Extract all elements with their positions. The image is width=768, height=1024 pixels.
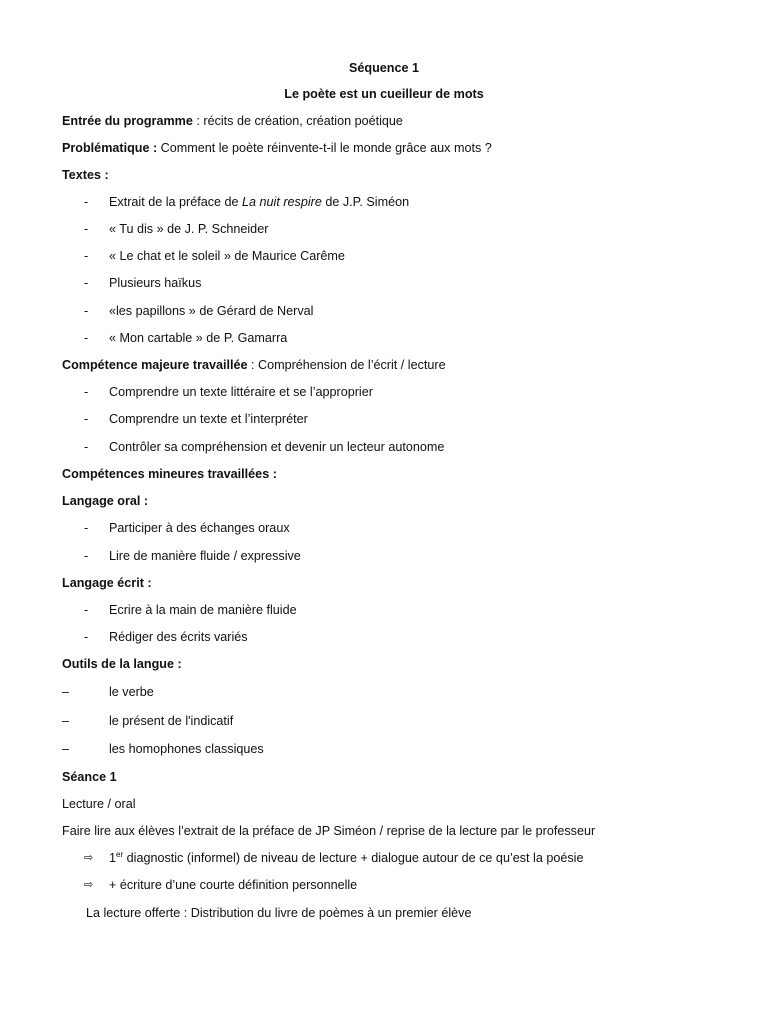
endash-bullet: –: [62, 742, 70, 756]
arrow-item-text: + écriture d’une courte définition personnelle: [109, 878, 358, 892]
entree-sep: :: [192, 114, 204, 128]
list-item-text: Rédiger des écrits variés: [109, 630, 248, 644]
list-item-text: les homophones classiques: [109, 742, 264, 756]
langage-ecrit-heading: Langage écrit :: [62, 576, 152, 590]
textes-heading: Textes :: [62, 168, 109, 182]
outils-heading: Outils de la langue :: [62, 657, 182, 671]
list-item-text: « Tu dis » de J. P. Schneider: [109, 222, 269, 236]
document-title: Séquence 1: [349, 61, 419, 75]
list-item-text: le présent de l'indicatif: [109, 714, 234, 728]
seance-type: Lecture / oral: [62, 797, 136, 811]
document-subtitle: Le poète est un cueilleur de mots: [284, 87, 484, 101]
dash-bullet: -: [84, 412, 89, 426]
arrow-right-icon: ⇨: [84, 879, 94, 891]
list-item-text: Participer à des échanges oraux: [109, 521, 290, 535]
competence-majeure-label: Compétence majeure travaillée: [62, 358, 248, 372]
list-item-text: Contrôler sa compréhension et devenir un lecteur autonome: [109, 440, 445, 454]
list-item-text: Comprendre un texte littéraire et se l’approprier: [109, 385, 373, 399]
list-item-text: Comprendre un texte et l’interpréter: [109, 412, 308, 426]
dash-bullet: -: [84, 304, 89, 318]
entree-label: Entrée du programme: [62, 114, 193, 128]
competences-mineures-heading: Compétences mineures travaillées :: [62, 467, 277, 481]
langage-oral-heading: Langage oral :: [62, 494, 149, 508]
arrow-right-icon: ⇨: [84, 852, 94, 864]
dash-bullet: -: [84, 195, 89, 209]
list-item-text: Ecrire à la main de manière fluide: [109, 603, 297, 617]
problematique: [62, 140, 492, 156]
problematique-label: Problématique :: [62, 141, 158, 155]
dash-bullet: -: [84, 276, 89, 290]
competence-majeure-sep: :: [247, 358, 258, 372]
seance-heading: Séance 1: [62, 770, 117, 784]
list-item-text: « Mon cartable » de P. Gamarra: [109, 331, 288, 345]
dash-bullet: -: [84, 331, 89, 345]
list-item-text: Extrait de la préface de La nuit respire de J.P. Siméon: [109, 195, 410, 209]
dash-bullet: -: [84, 521, 89, 535]
problematique-text: Comment le poète réinvente-t-il le monde grâce aux mots ?: [157, 141, 492, 155]
dash-bullet: -: [84, 549, 89, 563]
entree-text: récits de création, création poétique: [203, 114, 403, 128]
arrow-item-text: 1er diagnostic (informel) de niveau de lecture + dialogue autour de ce qu’est la poésie: [109, 849, 584, 865]
list-item-text: le verbe: [109, 685, 154, 699]
dash-bullet: -: [84, 249, 89, 263]
lecture-offerte: La lecture offerte : Distribution du livre de poèmes à un premier élève: [86, 906, 472, 920]
dash-bullet: -: [84, 630, 89, 644]
endash-bullet: –: [62, 685, 70, 699]
dash-bullet: -: [84, 603, 89, 617]
endash-bullet: –: [62, 714, 70, 728]
dash-bullet: -: [84, 222, 89, 236]
list-item-text: « Le chat et le soleil » de Maurice Carême: [109, 249, 345, 263]
entree-programme: [62, 113, 403, 129]
list-item-text: Plusieurs haïkus: [109, 276, 202, 290]
dash-bullet: -: [84, 385, 89, 399]
seance-instruction: Faire lire aux élèves l’extrait de la préface de JP Siméon / reprise de la lecture par le professeur: [62, 824, 596, 838]
dash-bullet: -: [84, 440, 89, 454]
competence-majeure-text: Compréhension de l’écrit / lecture: [258, 358, 446, 372]
competence-majeure: [62, 357, 446, 373]
list-item-text: «les papillons » de Gérard de Nerval: [109, 304, 314, 318]
list-item-text: Lire de manière fluide / expressive: [109, 549, 301, 563]
